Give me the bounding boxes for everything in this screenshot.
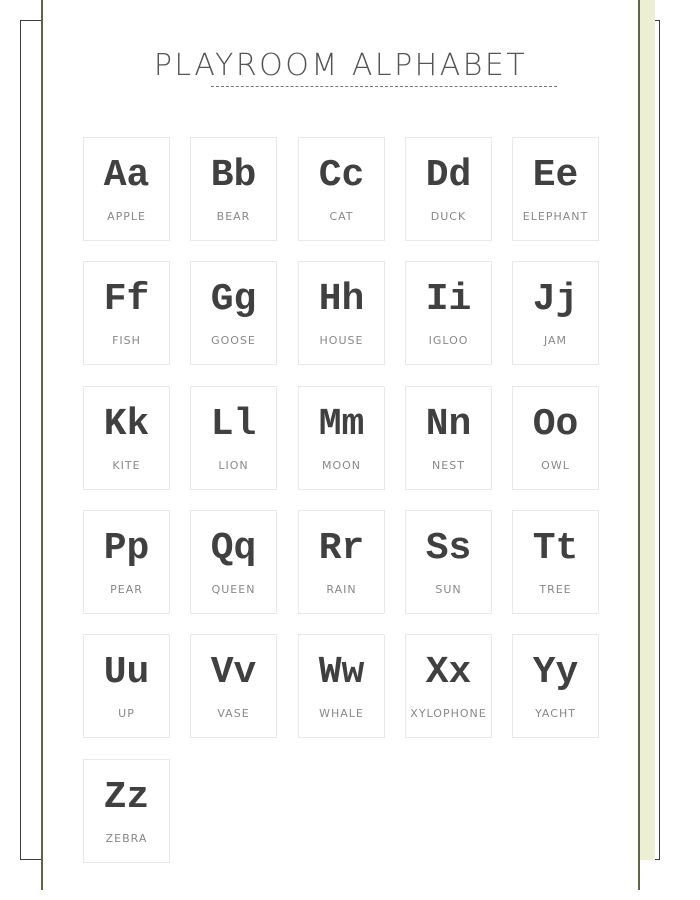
letter-card-h <box>298 261 385 365</box>
card-word: OWL <box>541 459 570 472</box>
card-letters: Mm <box>318 403 365 446</box>
card-letters: Nn <box>425 403 472 446</box>
letter-card-s <box>405 510 492 614</box>
card-letters: Pp <box>103 527 150 570</box>
card-letters: Dd <box>425 154 472 197</box>
card-word: WHALE <box>319 707 364 720</box>
card-word: ELEPHANT <box>522 210 589 223</box>
letter-card-r <box>298 510 385 614</box>
card-letters: Vv <box>210 651 257 694</box>
letter-card-o <box>512 386 599 490</box>
card-word: SUN <box>435 583 462 596</box>
letter-card-j <box>512 261 599 365</box>
card-word: ZEBRA <box>105 832 148 845</box>
card-word: DUCK <box>430 210 467 223</box>
letter-card-n <box>405 386 492 490</box>
letter-card-x <box>405 634 492 738</box>
letter-card-p <box>83 510 170 614</box>
side-strip <box>640 0 655 860</box>
poster-title: PLAYROOM ALPHABET <box>153 48 528 83</box>
card-word: UP <box>118 707 135 720</box>
card-word: BEAR <box>216 210 251 223</box>
card-letters: Cc <box>318 154 365 197</box>
card-letters: Bb <box>210 154 257 197</box>
card-word: MOON <box>321 459 362 472</box>
card-letters: Hh <box>318 278 365 321</box>
card-letters: Tt <box>532 527 579 570</box>
card-word: HOUSE <box>319 334 364 347</box>
letter-card-u <box>83 634 170 738</box>
card-letters: Qq <box>210 527 257 570</box>
letter-card-a <box>83 137 170 241</box>
letter-card-m <box>298 386 385 490</box>
card-word: XYLOPHONE <box>410 707 487 720</box>
card-letters: Aa <box>103 154 150 197</box>
card-letters: Zz <box>103 776 150 819</box>
card-letters: Ll <box>210 403 257 446</box>
letter-card-f <box>83 261 170 365</box>
card-letters: Jj <box>532 278 579 321</box>
title-divider <box>211 86 557 87</box>
card-letters: Rr <box>318 527 365 570</box>
card-word: KITE <box>112 459 141 472</box>
card-letters: Ee <box>532 154 579 197</box>
card-word: PEAR <box>110 583 143 596</box>
card-letters: Gg <box>210 278 257 321</box>
card-letters: Oo <box>532 403 579 446</box>
card-word: GOOSE <box>211 334 256 347</box>
letter-card-b <box>190 137 277 241</box>
card-word: CAT <box>329 210 354 223</box>
letter-card-e <box>512 137 599 241</box>
card-word: TREE <box>539 583 572 596</box>
letter-card-t <box>512 510 599 614</box>
card-letters: Kk <box>103 403 150 446</box>
letter-card-w <box>298 634 385 738</box>
letter-card-i <box>405 261 492 365</box>
letter-card-k <box>83 386 170 490</box>
card-word: YACHT <box>535 707 576 720</box>
letter-card-l <box>190 386 277 490</box>
card-word: RAIN <box>326 583 357 596</box>
card-letters: Ff <box>103 278 150 321</box>
letter-card-q <box>190 510 277 614</box>
card-word: APPLE <box>107 210 146 223</box>
card-word: IGLOO <box>428 334 469 347</box>
letter-card-d <box>405 137 492 241</box>
card-letters: Ww <box>318 651 365 694</box>
letter-card-z <box>83 759 170 863</box>
card-letters: Ii <box>425 278 472 321</box>
card-letters: Uu <box>103 651 150 694</box>
card-word: JAM <box>543 334 568 347</box>
letter-card-v <box>190 634 277 738</box>
card-word: LION <box>218 459 249 472</box>
card-word: VASE <box>217 707 250 720</box>
card-letters: Ss <box>425 527 472 570</box>
letter-card-y <box>512 634 599 738</box>
letter-card-g <box>190 261 277 365</box>
card-word: NEST <box>432 459 465 472</box>
letter-card-c <box>298 137 385 241</box>
card-word: QUEEN <box>211 583 256 596</box>
card-word: FISH <box>112 334 141 347</box>
card-letters: Yy <box>532 651 579 694</box>
card-letters: Xx <box>425 651 472 694</box>
